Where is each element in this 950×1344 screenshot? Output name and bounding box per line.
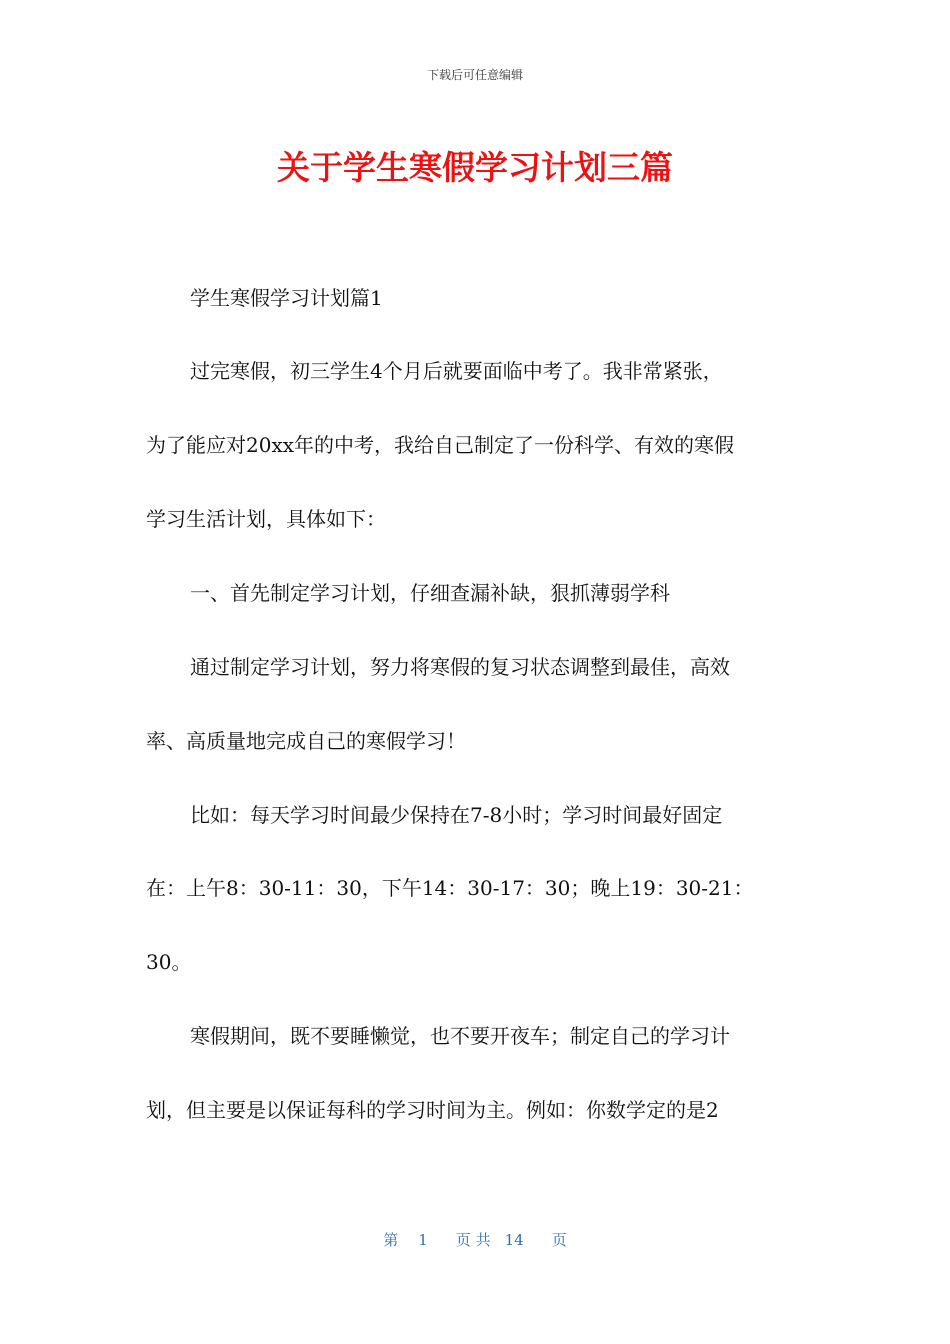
paragraph-line: 比如：每天学习时间最少保持在7-8小时；学习时间最好固定: [190, 803, 723, 827]
footer-current-page: 1: [418, 1231, 428, 1249]
paragraph-line: 为了能应对20xx年的中考，我给自己制定了一份科学、有效的寒假: [146, 433, 735, 457]
paragraph-line: 30。: [146, 950, 192, 974]
paragraph-line: 通过制定学习计划，努力将寒假的复习状态调整到最佳，高效: [190, 655, 730, 679]
section-heading: 学生寒假学习计划篇1: [190, 286, 383, 310]
page-footer: [0, 1229, 950, 1250]
paragraph-line: 学习生活计划，具体如下：: [146, 507, 386, 531]
footer-total-pages: 14: [504, 1231, 524, 1249]
subheading-line: 一、首先制定学习计划，仔细查漏补缺，狠抓薄弱学科: [190, 581, 670, 605]
paragraph-line: 寒假期间，既不要睡懒觉，也不要开夜车；制定自己的学习计: [190, 1024, 730, 1048]
document-title: 关于学生寒假学习计划三篇: [277, 148, 673, 187]
header-note: 下载后可任意编辑: [426, 68, 523, 82]
paragraph-line: 在：上午8：30-11：30，下午14：30-17：30；晚上19：30-21：: [146, 876, 754, 900]
footer-label-end: 页: [551, 1231, 567, 1249]
footer-label-page: 第: [383, 1231, 399, 1249]
paragraph-line: 率、高质量地完成自己的寒假学习！: [146, 729, 466, 753]
paragraph-line: 划，但主要是以保证每科的学习时间为主。例如：你数学定的是2: [146, 1098, 719, 1122]
paragraph-line: 过完寒假，初三学生4个月后就要面临中考了。我非常紧张，: [190, 359, 723, 383]
footer-label-of: 页 共: [455, 1231, 491, 1249]
